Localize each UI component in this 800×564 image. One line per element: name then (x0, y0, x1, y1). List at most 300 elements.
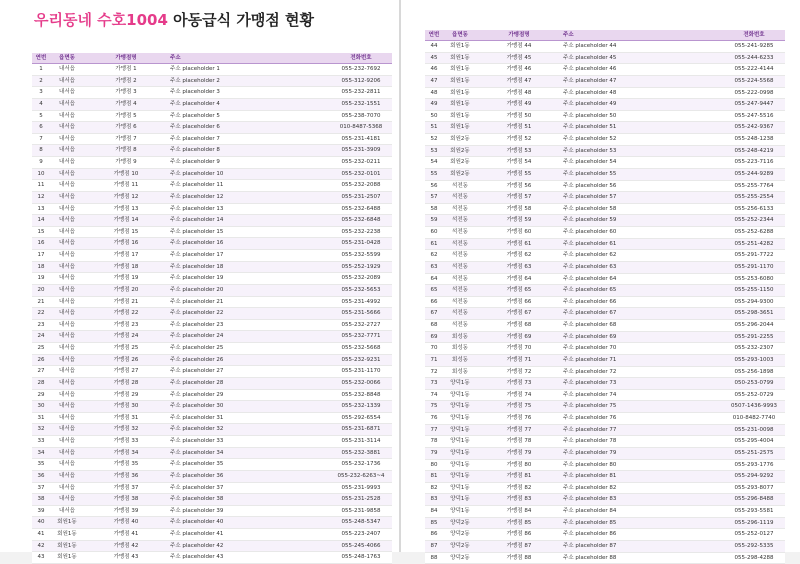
cell-address: 주소 placeholder 73 (561, 378, 723, 389)
table-row (32, 180, 392, 192)
cell-address: 주소 placeholder 86 (561, 529, 723, 540)
cell-address: 주소 placeholder 38 (168, 494, 330, 505)
cell-address: 주소 placeholder 88 (561, 553, 723, 564)
cell-area: 양덕1동 (443, 378, 477, 389)
table-row (425, 274, 785, 286)
cell-area: 양덕1동 (443, 425, 477, 436)
cell-no: 63 (425, 262, 443, 273)
header-name: 가맹점명 (84, 53, 168, 63)
cell-name: 가맹점 87 (477, 541, 561, 552)
cell-name: 가맹점 12 (84, 192, 168, 203)
cell-no: 31 (32, 413, 50, 424)
cell-area: 양덕2동 (443, 541, 477, 552)
table-row (425, 460, 785, 472)
cell-phone: 055-296-2044 (723, 320, 785, 331)
cell-name: 가맹점 77 (477, 425, 561, 436)
cell-no: 42 (32, 541, 50, 552)
cell-name: 가맹점 58 (477, 204, 561, 215)
cell-no: 8 (32, 145, 50, 156)
table-row (32, 64, 392, 76)
cell-phone: 055-298-4288 (723, 553, 785, 564)
table-row (32, 134, 392, 146)
cell-address: 주소 placeholder 85 (561, 518, 723, 529)
table-row (32, 378, 392, 390)
table-row (32, 448, 392, 460)
cell-address: 주소 placeholder 81 (561, 471, 723, 482)
cell-area: 석전동 (443, 204, 477, 215)
table-row (425, 308, 785, 320)
table-row (32, 471, 392, 483)
cell-area: 내서읍 (50, 180, 84, 191)
cell-no: 64 (425, 274, 443, 285)
cell-area: 양덕1동 (443, 494, 477, 505)
cell-address: 주소 placeholder 2 (168, 76, 330, 87)
cell-no: 34 (32, 448, 50, 459)
table-row (32, 76, 392, 88)
table-row (425, 250, 785, 262)
cell-address: 주소 placeholder 17 (168, 250, 330, 261)
cell-no: 80 (425, 460, 443, 471)
cell-address: 주소 placeholder 11 (168, 180, 330, 191)
cell-phone: 055-251-4282 (723, 239, 785, 250)
cell-address: 주소 placeholder 43 (168, 552, 330, 563)
cell-phone: 055-232-8848 (330, 390, 392, 401)
cell-phone: 050-253-0799 (723, 378, 785, 389)
cell-address: 주소 placeholder 45 (561, 53, 723, 64)
cell-area: 내서읍 (50, 494, 84, 505)
cell-address: 주소 placeholder 44 (561, 41, 723, 52)
cell-address: 주소 placeholder 83 (561, 494, 723, 505)
cell-area: 양덕1동 (443, 401, 477, 412)
cell-phone: 055-247-5516 (723, 111, 785, 122)
cell-no: 75 (425, 401, 443, 412)
cell-area: 내서읍 (50, 459, 84, 470)
table-row (32, 424, 392, 436)
cell-name: 가맹점 42 (84, 541, 168, 552)
table-row (32, 355, 392, 367)
cell-address: 주소 placeholder 69 (561, 332, 723, 343)
page-title (34, 8, 394, 32)
table-row (32, 215, 392, 227)
cell-no: 28 (32, 378, 50, 389)
cell-name: 가맹점 34 (84, 448, 168, 459)
table-row (425, 169, 785, 181)
cell-phone: 055-292-5335 (723, 541, 785, 552)
cell-no: 59 (425, 215, 443, 226)
cell-name: 가맹점 72 (477, 367, 561, 378)
table-row (32, 157, 392, 169)
header-phone: 전화번호 (723, 30, 785, 40)
cell-address: 주소 placeholder 29 (168, 390, 330, 401)
table-row (32, 343, 392, 355)
cell-phone: 055-248-4219 (723, 146, 785, 157)
cell-phone: 055-232-2727 (330, 320, 392, 331)
cell-phone: 055-295-4004 (723, 436, 785, 447)
table-row (425, 541, 785, 553)
cell-area: 회원1동 (443, 122, 477, 133)
cell-area: 내서읍 (50, 227, 84, 238)
cell-phone: 055-232-6488 (330, 204, 392, 215)
cell-address: 주소 placeholder 13 (168, 204, 330, 215)
cell-address: 주소 placeholder 30 (168, 401, 330, 412)
cell-no: 68 (425, 320, 443, 331)
cell-name: 가맹점 33 (84, 436, 168, 447)
cell-name: 가맹점 39 (84, 506, 168, 517)
cell-area: 석전동 (443, 192, 477, 203)
cell-address: 주소 placeholder 87 (561, 541, 723, 552)
cell-area: 내서읍 (50, 506, 84, 517)
cell-name: 가맹점 30 (84, 401, 168, 412)
cell-address: 주소 placeholder 66 (561, 297, 723, 308)
cell-phone: 055-231-3909 (330, 145, 392, 156)
cell-no: 58 (425, 204, 443, 215)
cell-area: 회성동 (443, 367, 477, 378)
cell-no: 21 (32, 297, 50, 308)
cell-phone: 055-252-6288 (723, 227, 785, 238)
cell-phone: 055-232-7692 (330, 64, 392, 75)
cell-no: 36 (32, 471, 50, 482)
cell-area: 회원1동 (50, 517, 84, 528)
cell-phone: 055-232-7771 (330, 331, 392, 342)
cell-phone: 055-253-6080 (723, 274, 785, 285)
cell-area: 내서읍 (50, 355, 84, 366)
cell-name: 가맹점 44 (477, 41, 561, 52)
cell-area: 회성동 (443, 332, 477, 343)
table-row (32, 320, 392, 332)
cell-address: 주소 placeholder 31 (168, 413, 330, 424)
cell-phone: 055-252-0729 (723, 390, 785, 401)
cell-phone: 055-294-9300 (723, 297, 785, 308)
cell-area: 석전동 (443, 227, 477, 238)
cell-phone: 055-256-1898 (723, 367, 785, 378)
cell-address: 주소 placeholder 39 (168, 506, 330, 517)
cell-no: 19 (32, 273, 50, 284)
cell-name: 가맹점 75 (477, 401, 561, 412)
cell-name: 가맹점 31 (84, 413, 168, 424)
cell-phone: 055-232-6263~4 (330, 471, 392, 482)
table-row (32, 273, 392, 285)
cell-no: 32 (32, 424, 50, 435)
cell-area: 석전동 (443, 308, 477, 319)
cell-no: 30 (32, 401, 50, 412)
table-row (32, 238, 392, 250)
cell-area: 석전동 (443, 181, 477, 192)
table-row (32, 541, 392, 553)
cell-no: 81 (425, 471, 443, 482)
cell-no: 44 (425, 41, 443, 52)
table-row (32, 401, 392, 413)
cell-area: 회원2동 (443, 157, 477, 168)
cell-address: 주소 placeholder 18 (168, 262, 330, 273)
cell-no: 15 (32, 227, 50, 238)
table-row (425, 494, 785, 506)
cell-address: 주소 placeholder 8 (168, 145, 330, 156)
cell-phone: 055-232-2811 (330, 87, 392, 98)
cell-area: 내서읍 (50, 413, 84, 424)
cell-no: 33 (32, 436, 50, 447)
table-row (32, 366, 392, 378)
cell-address: 주소 placeholder 55 (561, 169, 723, 180)
cell-address: 주소 placeholder 65 (561, 285, 723, 296)
cell-address: 주소 placeholder 71 (561, 355, 723, 366)
cell-no: 3 (32, 87, 50, 98)
cell-address: 주소 placeholder 78 (561, 436, 723, 447)
cell-area: 양덕1동 (443, 448, 477, 459)
table-row (425, 425, 785, 437)
table-row (425, 343, 785, 355)
cell-no: 46 (425, 64, 443, 75)
cell-phone: 055-232-5653 (330, 285, 392, 296)
cell-address: 주소 placeholder 16 (168, 238, 330, 249)
cell-phone: 055-231-9993 (330, 483, 392, 494)
cell-phone: 055-248-1238 (723, 134, 785, 145)
table-row (32, 262, 392, 274)
table-row (425, 297, 785, 309)
cell-name: 가맹점 40 (84, 517, 168, 528)
cell-phone: 055-232-0066 (330, 378, 392, 389)
cell-area: 양덕1동 (443, 413, 477, 424)
cell-area: 회원1동 (443, 111, 477, 122)
cell-name: 가맹점 28 (84, 378, 168, 389)
cell-address: 주소 placeholder 72 (561, 367, 723, 378)
cell-address: 주소 placeholder 57 (561, 192, 723, 203)
table-row (32, 192, 392, 204)
cell-no: 69 (425, 332, 443, 343)
cell-area: 내서읍 (50, 76, 84, 87)
cell-no: 10 (32, 169, 50, 180)
cell-address: 주소 placeholder 60 (561, 227, 723, 238)
header-address: 주소 (168, 53, 330, 63)
cell-no: 88 (425, 553, 443, 564)
cell-phone: 055-291-1170 (723, 262, 785, 273)
cell-no: 71 (425, 355, 443, 366)
cell-no: 18 (32, 262, 50, 273)
cell-address: 주소 placeholder 68 (561, 320, 723, 331)
cell-area: 회성동 (443, 343, 477, 354)
cell-no: 45 (425, 53, 443, 64)
cell-area: 양덕1동 (443, 390, 477, 401)
cell-phone: 055-292-6554 (330, 413, 392, 424)
cell-no: 62 (425, 250, 443, 261)
cell-address: 주소 placeholder 50 (561, 111, 723, 122)
table-row (32, 552, 392, 564)
cell-area: 내서읍 (50, 99, 84, 110)
cell-name: 가맹점 85 (477, 518, 561, 529)
cell-no: 55 (425, 169, 443, 180)
table-row (425, 378, 785, 390)
cell-name: 가맹점 82 (477, 483, 561, 494)
cell-no: 43 (32, 552, 50, 563)
cell-address: 주소 placeholder 80 (561, 460, 723, 471)
cell-no: 87 (425, 541, 443, 552)
table-row (425, 99, 785, 111)
cell-phone: 055-248-1763 (330, 552, 392, 563)
cell-name: 가맹점 50 (477, 111, 561, 122)
cell-no: 48 (425, 88, 443, 99)
cell-area: 양덕1동 (443, 506, 477, 517)
cell-no: 26 (32, 355, 50, 366)
cell-name: 가맹점 46 (477, 64, 561, 75)
cell-phone: 055-248-5347 (330, 517, 392, 528)
cell-address: 주소 placeholder 48 (561, 88, 723, 99)
table-row (425, 262, 785, 274)
cell-name: 가맹점 74 (477, 390, 561, 401)
cell-area: 내서읍 (50, 285, 84, 296)
cell-address: 주소 placeholder 52 (561, 134, 723, 145)
cell-area: 내서읍 (50, 273, 84, 284)
cell-no: 84 (425, 506, 443, 517)
cell-no: 79 (425, 448, 443, 459)
table-row (425, 88, 785, 100)
cell-phone: 055-312-9206 (330, 76, 392, 87)
cell-name: 가맹점 53 (477, 146, 561, 157)
cell-area: 석전동 (443, 320, 477, 331)
cell-name: 가맹점 18 (84, 262, 168, 273)
cell-area: 내서읍 (50, 169, 84, 180)
cell-area: 내서읍 (50, 436, 84, 447)
cell-address: 주소 placeholder 22 (168, 308, 330, 319)
cell-no: 57 (425, 192, 443, 203)
table-row (32, 308, 392, 320)
cell-area: 양덕1동 (443, 471, 477, 482)
cell-address: 주소 placeholder 36 (168, 471, 330, 482)
cell-area: 회원1동 (443, 88, 477, 99)
table-row (32, 413, 392, 425)
cell-name: 가맹점 54 (477, 157, 561, 168)
cell-no: 9 (32, 157, 50, 168)
cell-address: 주소 placeholder 76 (561, 413, 723, 424)
table-row (425, 146, 785, 158)
table-row (425, 111, 785, 123)
cell-phone: 055-252-2344 (723, 215, 785, 226)
cell-phone: 055-255-7764 (723, 181, 785, 192)
table-row (32, 297, 392, 309)
cell-phone: 055-232-5668 (330, 343, 392, 354)
cell-address: 주소 placeholder 10 (168, 169, 330, 180)
cell-name: 가맹점 15 (84, 227, 168, 238)
cell-address: 주소 placeholder 75 (561, 401, 723, 412)
cell-area: 회원1동 (443, 64, 477, 75)
cell-area: 양덕2동 (443, 553, 477, 564)
table-row (425, 401, 785, 413)
cell-area: 회원1동 (443, 99, 477, 110)
cell-area: 내서읍 (50, 401, 84, 412)
cell-name: 가맹점 23 (84, 320, 168, 331)
cell-name: 가맹점 45 (477, 53, 561, 64)
cell-name: 가맹점 19 (84, 273, 168, 284)
cell-no: 52 (425, 134, 443, 145)
cell-address: 주소 placeholder 21 (168, 297, 330, 308)
table-row (32, 227, 392, 239)
cell-name: 가맹점 83 (477, 494, 561, 505)
cell-name: 가맹점 13 (84, 204, 168, 215)
cell-name: 가맹점 55 (477, 169, 561, 180)
cell-no: 77 (425, 425, 443, 436)
cell-area: 석전동 (443, 274, 477, 285)
page-title-part1: 우리동네 수호1004 (34, 11, 168, 29)
cell-name: 가맹점 71 (477, 355, 561, 366)
cell-area: 양덕2동 (443, 518, 477, 529)
cell-name: 가맹점 62 (477, 250, 561, 261)
cell-name: 가맹점 68 (477, 320, 561, 331)
table-row (32, 145, 392, 157)
cell-phone: 055-231-2528 (330, 494, 392, 505)
cell-no: 2 (32, 76, 50, 87)
cell-phone: 055-296-8488 (723, 494, 785, 505)
table-row (32, 87, 392, 99)
table-row (32, 169, 392, 181)
cell-name: 가맹점 47 (477, 76, 561, 87)
table-row (32, 250, 392, 262)
page-title-part2: 아동급식 가맹점 현황 (168, 11, 314, 29)
cell-name: 가맹점 7 (84, 134, 168, 145)
cell-no: 20 (32, 285, 50, 296)
cell-name: 가맹점 14 (84, 215, 168, 226)
cell-address: 주소 placeholder 58 (561, 204, 723, 215)
cell-address: 주소 placeholder 56 (561, 181, 723, 192)
cell-address: 주소 placeholder 1 (168, 64, 330, 75)
cell-no: 39 (32, 506, 50, 517)
cell-no: 66 (425, 297, 443, 308)
cell-phone: 055-222-0998 (723, 88, 785, 99)
cell-name: 가맹점 59 (477, 215, 561, 226)
cell-name: 가맹점 25 (84, 343, 168, 354)
table-header (32, 53, 392, 64)
cell-phone: 055-232-2238 (330, 227, 392, 238)
cell-phone: 055-294-9292 (723, 471, 785, 482)
table-row (32, 517, 392, 529)
table-row (32, 506, 392, 518)
table-row (425, 227, 785, 239)
cell-no: 76 (425, 413, 443, 424)
table-row (32, 459, 392, 471)
cell-phone: 055-252-0127 (723, 529, 785, 540)
cell-area: 양덕2동 (443, 529, 477, 540)
cell-address: 주소 placeholder 53 (561, 146, 723, 157)
cell-area: 내서읍 (50, 308, 84, 319)
cell-address: 주소 placeholder 51 (561, 122, 723, 133)
cell-phone: 055-232-6848 (330, 215, 392, 226)
cell-address: 주소 placeholder 33 (168, 436, 330, 447)
cell-name: 가맹점 60 (477, 227, 561, 238)
table-left (32, 53, 392, 564)
cell-no: 61 (425, 239, 443, 250)
cell-no: 27 (32, 366, 50, 377)
cell-no: 86 (425, 529, 443, 540)
cell-area: 내서읍 (50, 320, 84, 331)
cell-no: 1 (32, 64, 50, 75)
cell-no: 72 (425, 367, 443, 378)
cell-name: 가맹점 8 (84, 145, 168, 156)
cell-name: 가맹점 69 (477, 332, 561, 343)
cell-phone: 055-232-1736 (330, 459, 392, 470)
cell-address: 주소 placeholder 49 (561, 99, 723, 110)
cell-address: 주소 placeholder 23 (168, 320, 330, 331)
cell-name: 가맹점 16 (84, 238, 168, 249)
cell-address: 주소 placeholder 25 (168, 343, 330, 354)
cell-phone: 055-231-1170 (330, 366, 392, 377)
cell-phone: 010-8482-7740 (723, 413, 785, 424)
cell-name: 가맹점 27 (84, 366, 168, 377)
cell-area: 내서읍 (50, 250, 84, 261)
cell-no: 83 (425, 494, 443, 505)
cell-phone: 055-255-2554 (723, 192, 785, 203)
cell-name: 가맹점 1 (84, 64, 168, 75)
cell-phone: 055-232-1339 (330, 401, 392, 412)
cell-name: 가맹점 67 (477, 308, 561, 319)
cell-area: 내서읍 (50, 87, 84, 98)
cell-phone: 055-232-5599 (330, 250, 392, 261)
